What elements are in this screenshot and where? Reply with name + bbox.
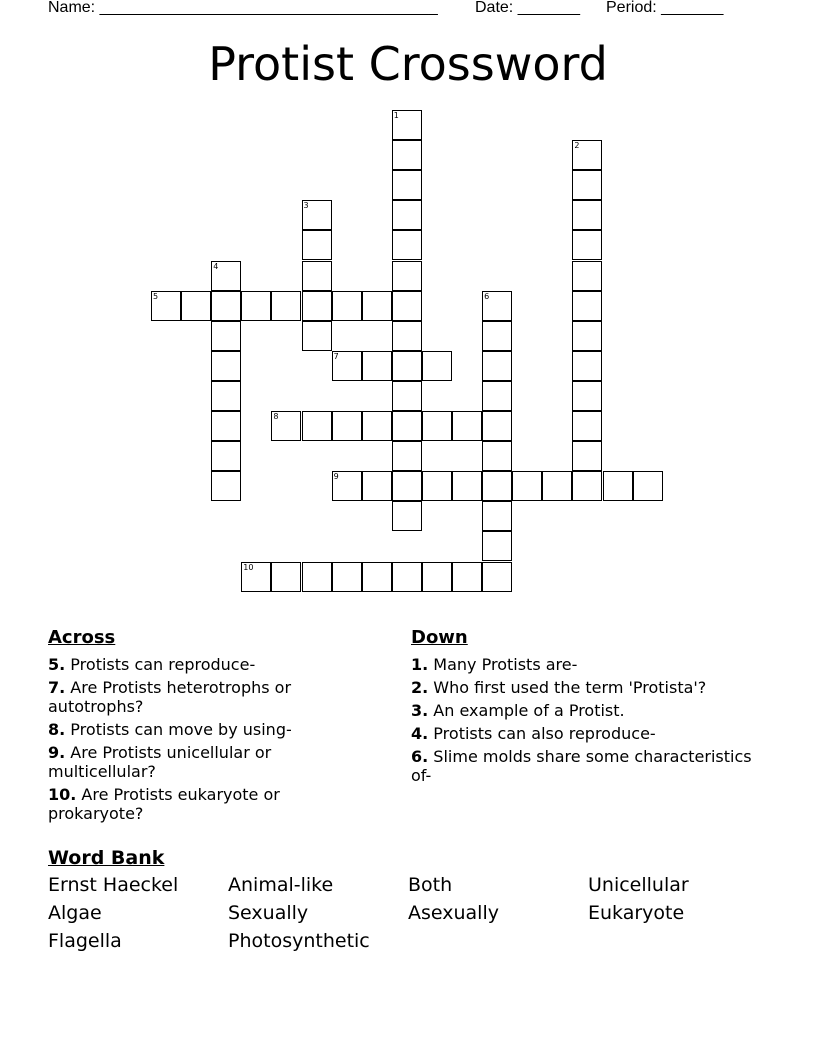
crossword-cell[interactable] bbox=[482, 471, 512, 501]
word-bank bbox=[48, 873, 768, 953]
crossword-cell[interactable] bbox=[392, 140, 422, 170]
down-clue bbox=[411, 655, 771, 674]
crossword-cell[interactable] bbox=[362, 291, 392, 321]
clue-number: 7. bbox=[48, 678, 66, 697]
clue-text: Who first used the term 'Protista'? bbox=[428, 678, 707, 697]
word-bank-item: Eukaryote bbox=[588, 902, 685, 924]
crossword-cell[interactable] bbox=[452, 562, 482, 592]
down-clue bbox=[411, 747, 771, 785]
crossword-cell[interactable] bbox=[572, 291, 602, 321]
crossword-cell[interactable] bbox=[392, 170, 422, 200]
crossword-cell[interactable] bbox=[633, 471, 663, 501]
crossword-cell[interactable] bbox=[271, 562, 301, 592]
across-clue bbox=[48, 743, 378, 781]
crossword-cell[interactable] bbox=[211, 381, 241, 411]
clue-number: 5. bbox=[48, 655, 66, 674]
crossword-cell[interactable] bbox=[572, 411, 602, 441]
name-field[interactable]: Name: ______________________________________ bbox=[48, 0, 438, 16]
crossword-cell[interactable] bbox=[362, 471, 392, 501]
crossword-cell[interactable] bbox=[302, 411, 332, 441]
clue-text: Protists can reproduce- bbox=[65, 655, 256, 674]
across-clue-list bbox=[48, 655, 378, 823]
crossword-cell[interactable] bbox=[572, 471, 602, 501]
word-bank-item: Animal-like bbox=[228, 874, 334, 896]
crossword-cell[interactable] bbox=[211, 261, 241, 291]
crossword-cell[interactable] bbox=[362, 351, 392, 381]
crossword-cell[interactable] bbox=[572, 441, 602, 471]
clue-number: 1 bbox=[393, 111, 399, 120]
crossword-cell[interactable] bbox=[241, 291, 271, 321]
crossword-cell[interactable] bbox=[452, 471, 482, 501]
clue-text: Are Protists eukaryote or prokaryote? bbox=[48, 785, 280, 823]
crossword-cell[interactable] bbox=[482, 562, 512, 592]
crossword-cell[interactable] bbox=[392, 261, 422, 291]
crossword-cell[interactable] bbox=[603, 471, 633, 501]
clue-number: 3 bbox=[303, 201, 309, 211]
down-clue bbox=[411, 724, 771, 743]
page-title: Protist Crossword bbox=[208, 37, 608, 91]
crossword-cell[interactable] bbox=[422, 471, 452, 501]
clue-text: Many Protists are- bbox=[428, 655, 578, 674]
crossword-cell[interactable] bbox=[302, 200, 332, 230]
crossword-cell[interactable] bbox=[271, 291, 301, 321]
clue-number: 4 bbox=[213, 261, 219, 271]
crossword-cell[interactable] bbox=[211, 411, 241, 441]
crossword-cell[interactable] bbox=[572, 261, 602, 291]
word-bank-item: Asexually bbox=[408, 902, 499, 924]
crossword-cell[interactable] bbox=[392, 411, 422, 441]
word-bank-item: Algae bbox=[48, 902, 102, 924]
crossword-cell[interactable] bbox=[302, 230, 332, 260]
crossword-cell[interactable] bbox=[302, 562, 332, 592]
clue-text: Protists can also reproduce- bbox=[428, 724, 656, 743]
crossword-cell[interactable] bbox=[482, 291, 512, 321]
date-field[interactable]: Date: _______ bbox=[475, 0, 580, 16]
word-bank-item: Flagella bbox=[48, 930, 122, 952]
clue-number: 1. bbox=[411, 655, 429, 674]
crossword-cell[interactable] bbox=[572, 230, 602, 260]
crossword-cell[interactable] bbox=[211, 471, 241, 501]
crossword-cell[interactable] bbox=[482, 531, 512, 561]
crossword-cell[interactable] bbox=[211, 321, 241, 351]
crossword-cell[interactable] bbox=[151, 291, 181, 321]
clue-text: An example of a Protist. bbox=[428, 701, 625, 720]
word-bank-item: Both bbox=[408, 874, 453, 896]
crossword-cell[interactable] bbox=[302, 321, 332, 351]
crossword-cell[interactable] bbox=[572, 170, 602, 200]
crossword-cell[interactable] bbox=[332, 291, 362, 321]
crossword-cell[interactable] bbox=[392, 471, 422, 501]
crossword-cell[interactable] bbox=[392, 441, 422, 471]
crossword-cell[interactable] bbox=[241, 562, 271, 592]
crossword-cell[interactable] bbox=[332, 471, 362, 501]
crossword-cell[interactable] bbox=[482, 381, 512, 411]
clue-number: 5 bbox=[153, 291, 159, 301]
crossword-cell[interactable] bbox=[392, 321, 422, 351]
clue-number: 9. bbox=[48, 743, 66, 762]
clue-number: 10. bbox=[48, 785, 77, 804]
crossword-cell[interactable] bbox=[572, 200, 602, 230]
crossword-cell[interactable] bbox=[332, 562, 362, 592]
crossword-cell[interactable] bbox=[332, 411, 362, 441]
clue-number: 2 bbox=[574, 141, 580, 151]
crossword-cell[interactable] bbox=[392, 351, 422, 381]
clue-number: 3. bbox=[411, 701, 429, 720]
crossword-cell[interactable] bbox=[392, 230, 422, 260]
crossword-cell[interactable] bbox=[392, 110, 422, 140]
word-bank-item: Sexually bbox=[228, 902, 309, 924]
crossword-cell[interactable] bbox=[362, 562, 392, 592]
down-heading: Down bbox=[411, 627, 468, 648]
across-clues bbox=[48, 628, 378, 827]
crossword-cell[interactable] bbox=[482, 351, 512, 381]
clue-number: 6 bbox=[484, 291, 490, 301]
crossword-cell[interactable] bbox=[392, 562, 422, 592]
down-clue-list bbox=[411, 655, 771, 785]
crossword-cell[interactable] bbox=[482, 501, 512, 531]
clue-number: 2. bbox=[411, 678, 429, 697]
crossword-cell[interactable] bbox=[512, 471, 542, 501]
across-heading: Across bbox=[48, 627, 116, 648]
clue-number: 10 bbox=[243, 562, 254, 572]
across-clue bbox=[48, 720, 378, 739]
down-clue bbox=[411, 678, 771, 697]
across-clue bbox=[48, 785, 378, 823]
crossword-cell[interactable] bbox=[542, 471, 572, 501]
across-clue bbox=[48, 678, 378, 716]
crossword-cell[interactable] bbox=[422, 411, 452, 441]
crossword-cell[interactable] bbox=[211, 351, 241, 381]
crossword-cell[interactable] bbox=[572, 321, 602, 351]
crossword-cell[interactable] bbox=[332, 351, 362, 381]
crossword-cell[interactable] bbox=[572, 381, 602, 411]
crossword-cell[interactable] bbox=[211, 441, 241, 471]
clue-number: 8. bbox=[48, 720, 66, 739]
crossword-cell[interactable] bbox=[392, 291, 422, 321]
crossword-cell[interactable] bbox=[302, 291, 332, 321]
down-clues bbox=[411, 628, 771, 789]
crossword-cell[interactable] bbox=[482, 411, 512, 441]
clue-number: 4. bbox=[411, 724, 429, 743]
crossword-cell[interactable] bbox=[482, 441, 512, 471]
clue-number: 9 bbox=[333, 472, 339, 482]
crossword-cell[interactable] bbox=[452, 411, 482, 441]
word-bank-item: Photosynthetic bbox=[228, 930, 370, 952]
crossword-cell[interactable] bbox=[271, 411, 301, 441]
crossword-cell[interactable] bbox=[181, 291, 211, 321]
period-field[interactable]: Period: _______ bbox=[606, 0, 724, 16]
crossword-cell[interactable] bbox=[392, 200, 422, 230]
clue-number: 6. bbox=[411, 747, 429, 766]
word-bank-item: Unicellular bbox=[588, 874, 689, 896]
clue-number: 7 bbox=[333, 351, 339, 361]
clue-text: Slime molds share some characteristics of- bbox=[411, 747, 752, 785]
clue-number: 8 bbox=[273, 412, 279, 421]
clue-text: Are Protists heterotrophs or autotrophs? bbox=[48, 678, 292, 716]
crossword-cell[interactable] bbox=[422, 562, 452, 592]
crossword-cell[interactable] bbox=[482, 321, 512, 351]
word-bank-heading: Word Bank bbox=[48, 847, 165, 869]
crossword-cell[interactable] bbox=[572, 351, 602, 381]
clue-text: Are Protists unicellular or multicellular? bbox=[48, 743, 272, 781]
crossword-cell[interactable] bbox=[392, 501, 422, 531]
crossword-cell[interactable] bbox=[422, 351, 452, 381]
down-clue bbox=[411, 701, 771, 720]
clue-text: Protists can move by using- bbox=[65, 720, 292, 739]
crossword-cell[interactable] bbox=[392, 381, 422, 411]
across-clue bbox=[48, 655, 378, 674]
word-bank-item: Ernst Haeckel bbox=[48, 874, 179, 896]
crossword-cell[interactable] bbox=[362, 411, 392, 441]
crossword-cell[interactable] bbox=[302, 261, 332, 291]
crossword-cell[interactable] bbox=[572, 140, 602, 170]
crossword-cell[interactable] bbox=[211, 291, 241, 321]
